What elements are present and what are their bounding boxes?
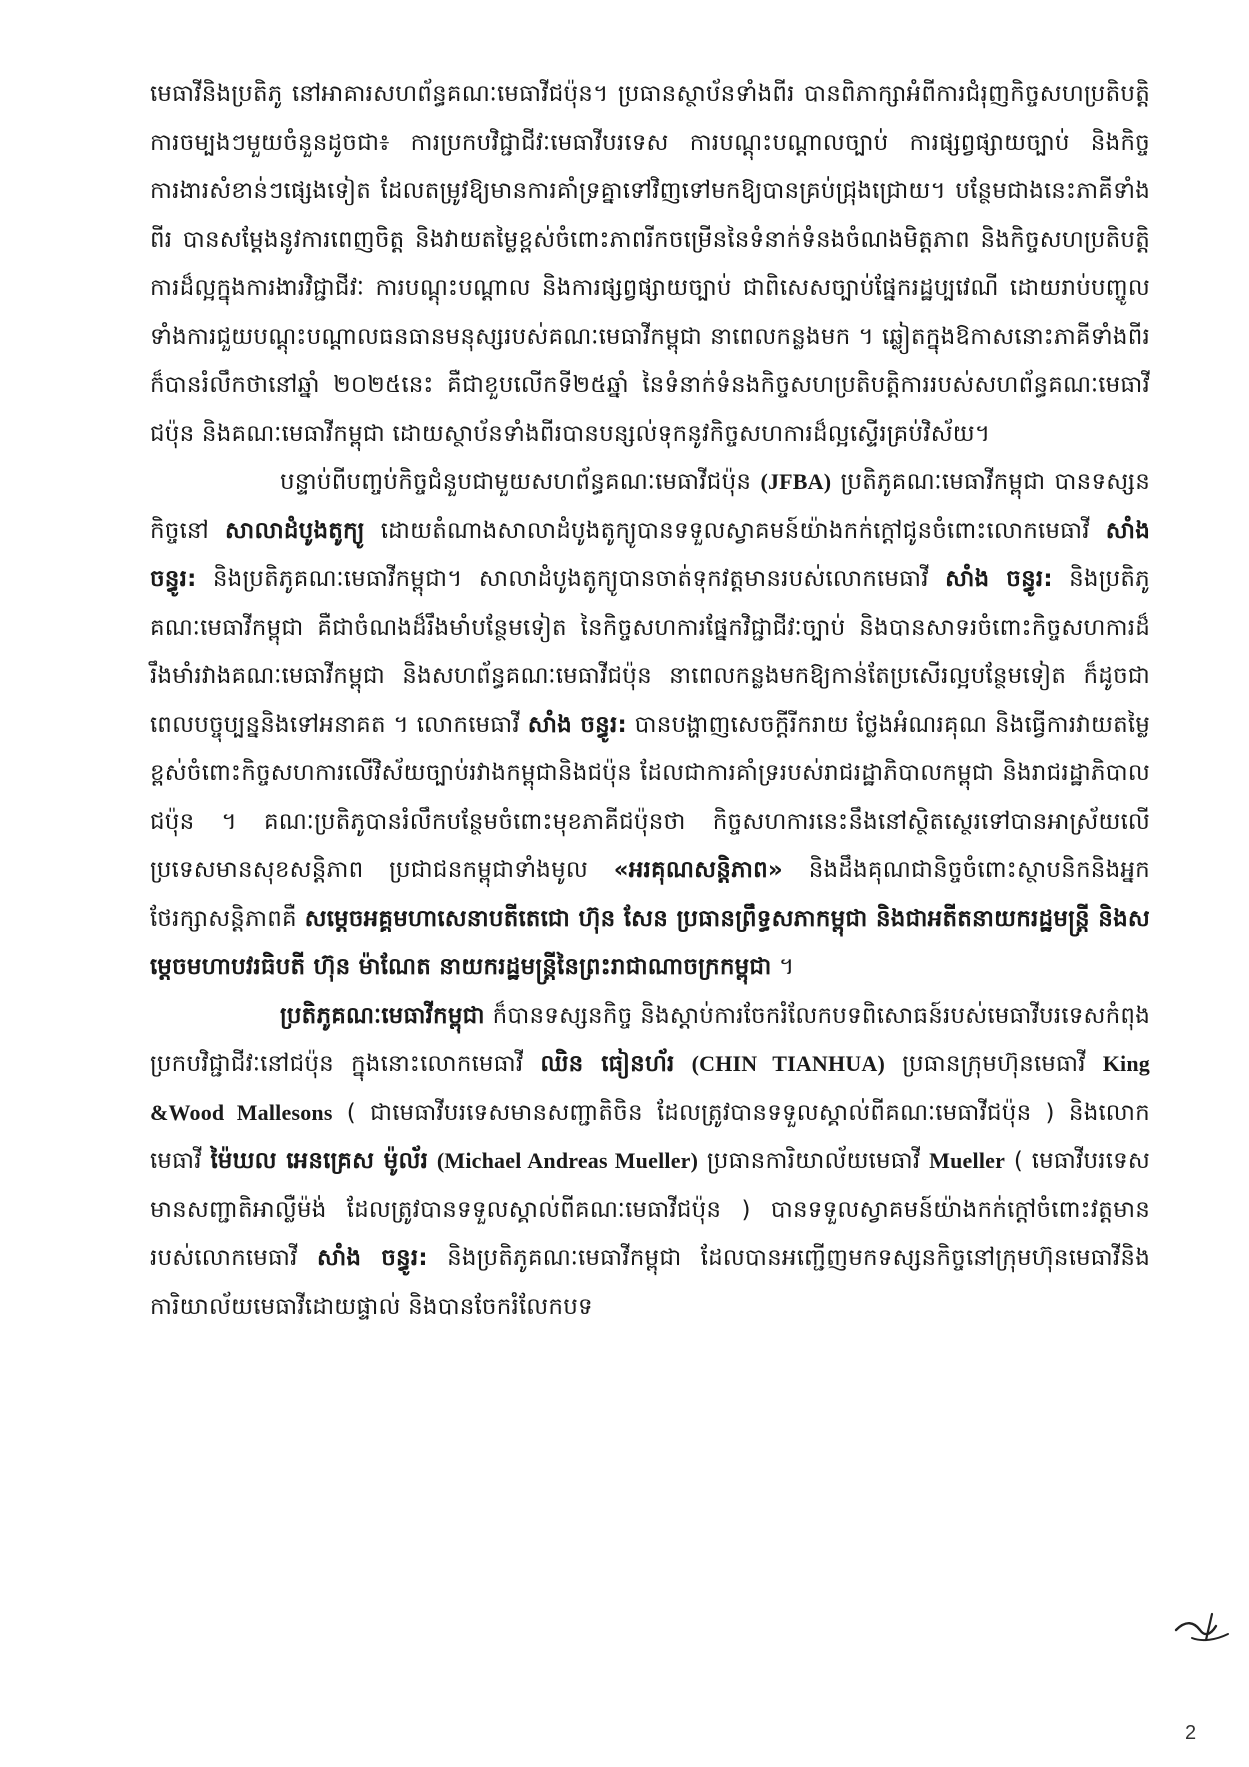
- paragraph-2: [150, 458, 1150, 992]
- bold-text-run: សម្តេចអគ្គមហាសេនាបតីតេជោ ហ៊ុន សែន ប្រធានព្រឹទ្ធសភាកម្ពុជា និងជាអតីតនាយករដ្ឋមន្ត្រី និងសម្តេចមហាបវរធិបតី ហ៊ុន ម៉ាណែត នាយករដ្ឋមន្ត្រីនៃព្រះរាជាណាចក្រកម្ពុជា: [150, 905, 1150, 980]
- text-run: មេធាវីនិងប្រតិភូ នៅអាគារសហព័ន្ធគណៈមេធាវីជប៉ុន។ ប្រធានស្ថាប័នទាំងពីរ បានពិភាក្សាអំពីការជំរុញកិច្ចសហប្រតិបត្តិការចម្បងៗមួយចំនួនដូចជា៖ ការប្រកបវិជ្ជាជីវៈមេធាវីបរទេស ការបណ្ដុះបណ្ដាលច្បាប់ ការផ្សព្វផ្សាយច្បាប់ និងកិច្ចការងារសំខាន់ៗផ្សេងទៀត ដែលតម្រូវឱ្យមានការគាំទ្រគ្នាទៅវិញទៅមកឱ្យបានគ្រប់ជ្រុងជ្រោយ។ បន្ថែមជាងនេះភាគីទាំងពីរ បានសម្តែងនូវការពេញចិត្ត និងវាយតម្លៃខ្ពស់ចំពោះភាពរីកចម្រើននៃទំនាក់ទំនងចំណងមិត្តភាព និងកិច្ចសហប្រតិបត្តិការដ៏ល្អក្នុងការងារវិជ្ជាជីវៈ ការបណ្ដុះបណ្ដាល និងការផ្សព្វផ្សាយច្បាប់ ជាពិសេសច្បាប់ផ្នែករដ្ឋប្បវេណី ដោយរាប់បញ្ចូលទាំងការជួយបណ្ដុះបណ្ដាលធនធានមនុស្សរបស់គណៈមេធាវីកម្ពុជា នាពេលកន្លងមក ។ ឆ្លៀតក្នុងឱកាសនោះភាគីទាំងពីរក៏បានរំលឹកថានៅឆ្នាំ ២០២៥នេះ គឺជាខួបលើកទី២៥ឆ្នាំ នៃទំនាក់ទំនងកិច្ចសហប្រតិបត្តិការរបស់សហព័ន្ធគណៈមេធាវីជប៉ុន និងគណៈមេធាវីកម្ពុជា ដោយស្ថាប័នទាំងពីរបានបន្សល់ទុកនូវកិច្ចសហការដ៏ល្អស្ទើរគ្រប់វិស័យ។: [150, 81, 1150, 447]
- bold-text-run: សាំង ចន្ធូរ:: [150, 517, 1150, 592]
- body-text: [150, 70, 1150, 1331]
- bold-text-run: Mueller: [929, 1148, 1006, 1173]
- text-run: និងប្រតិភូគណៈមេធាវីកម្ពុជា គឺជាចំណងដ៏រឹងមាំបន្ថែមទៀត នៃកិច្ចសហការផ្នែកវិជ្ជាជីវៈច្បាប់ និងបានសាទរចំពោះកិច្ចសហការដ៏រឹងមាំរវាងគណៈមេធាវីកម្ពុជា និងសហព័ន្ធគណៈមេធាវីជប៉ុន នាពេលកន្លងមកឱ្យកាន់តែប្រសើរល្អបន្ថែមទៀត ក៏ដូចជាពេលបច្ចុប្បន្ននិងទៅអនាគត ។ លោកមេធាវី: [150, 566, 1150, 738]
- text-run: [428, 1148, 437, 1174]
- bold-text-run: (CHIN TIANHUA): [691, 1051, 886, 1076]
- bold-text-run: សាំង ចន្ធូរ:: [316, 1245, 428, 1271]
- bold-text-run: សាំង ចន្ធូរ:: [527, 711, 627, 738]
- bold-text-run: ម៉ៃឃល អេនគ្រេស ម៉ូល័រ: [210, 1148, 429, 1174]
- text-run: បន្ទាប់ពីបញ្ចប់កិច្ចជំនួបជាមួយសហព័ន្ធគណៈមេធាវីជប៉ុន: [280, 469, 761, 495]
- text-run: [675, 1051, 692, 1077]
- text-run: និងប្រតិភូគណៈមេធាវីកម្ពុជា។ សាលាដំបូងតូក្យូបានចាត់ទុកវត្តមានរបស់លោកមេធាវី: [196, 566, 946, 592]
- page-number: 2: [1185, 1722, 1197, 1744]
- text-run: ( ជាមេធាវីបរទេសមានសញ្ជាតិចិន ដែលត្រូវបានទទួលស្គាល់ពីគណៈមេធាវីជប៉ុន ) និងលោកមេធាវី: [150, 1099, 1150, 1174]
- text-run: និងដឹងគុណជានិច្ចចំពោះស្ថាបនិកនិងអ្នកថែរក្សាសន្តិភាពគឺ: [150, 857, 1150, 932]
- bold-text-run: (Michael Andreas Mueller): [436, 1148, 699, 1173]
- signature-mark-icon: [1172, 1600, 1232, 1650]
- text-run: បានបង្ហាញសេចក្តីរីករាយ ថ្លែងអំណរគុណ និងធ្វើការវាយតម្លៃខ្ពស់ចំពោះកិច្ចសហការលើវិស័យច្បាប់រវាងកម្ពុជានិងជប៉ុន ដែលជាការគាំទ្ររបស់រាជរដ្ឋាភិបាលកម្ពុជា និងរាជរដ្ឋាភិបាលជប៉ុន ។ គណៈប្រតិភូបានរំលឹកបន្ថែមចំពោះមុខភាគីជប៉ុនថា កិច្ចសហការនេះនឹងនៅស្ថិតស្ថេរទៅបានអាស្រ័យលើប្រទេសមានសុខសន្តិភាព ប្រជាជនកម្ពុជាទាំងមូល: [150, 711, 1150, 883]
- text-run: ប្រធានការិយាល័យមេធាវី: [698, 1148, 930, 1174]
- paragraph-1: [150, 70, 1150, 458]
- bold-text-run: ប្រតិភូគណៈមេធាវីកម្ពុជា: [280, 1002, 485, 1029]
- paragraph-3: [150, 992, 1150, 1332]
- text-run: ប្រធានក្រុមហ៊ុនមេធាវី: [885, 1051, 1103, 1077]
- text-run: ( មេធាវីបរទេសមានសញ្ជាតិអាល្លឺម៉ង់ ដែលត្រូវបានទទួលស្គាល់ពីគណៈមេធាវីជប៉ុន ) បានទទួលស្វាគមន៍យ៉ាងកក់ក្ដៅចំពោះវត្តមានរបស់លោកមេធាវី: [150, 1148, 1150, 1271]
- text-run: និងប្រតិភូគណៈមេធាវីកម្ពុជា ដែលបានអញ្ជើញមកទស្សនកិច្ចនៅក្រុមហ៊ុនមេធាវីនិងការិយាល័យមេធាវីដោយផ្ទាល់ និងបានចែករំលែកបទ: [150, 1245, 1150, 1320]
- bold-text-run: «អរគុណសន្តិភាព»: [613, 857, 783, 883]
- text-run: ក៏បានទស្សនកិច្ច និងស្តាប់ការចែករំលែកបទពិសោធន៍របស់មេធាវីបរទេសកំពុងប្រកបវិជ្ជាជីវៈនៅជប៉ុន ក្នុងនោះលោកមេធាវី: [150, 1002, 1150, 1077]
- text-run: ដោយតំណាងសាលាដំបូងតូក្យូបានទទួលស្វាគមន៍យ៉ាងកក់ក្ដៅជូនចំពោះលោកមេធាវី: [364, 517, 1106, 544]
- text-run: ។: [771, 954, 795, 980]
- bold-text-run: (JFBA): [760, 469, 832, 494]
- bold-text-run: ឈិន ធៀនហ័រ: [540, 1051, 675, 1077]
- bold-text-run: សាំង ចន្ធូរ:: [945, 566, 1053, 592]
- bold-text-run: King &Wood Mallesons: [150, 1051, 1151, 1125]
- bold-text-run: សាលាដំបូងតូក្យូ: [225, 517, 365, 544]
- text-run: ប្រតិភូគណៈមេធាវីកម្ពុជា បានទស្សនកិច្ចនៅ: [150, 469, 1150, 544]
